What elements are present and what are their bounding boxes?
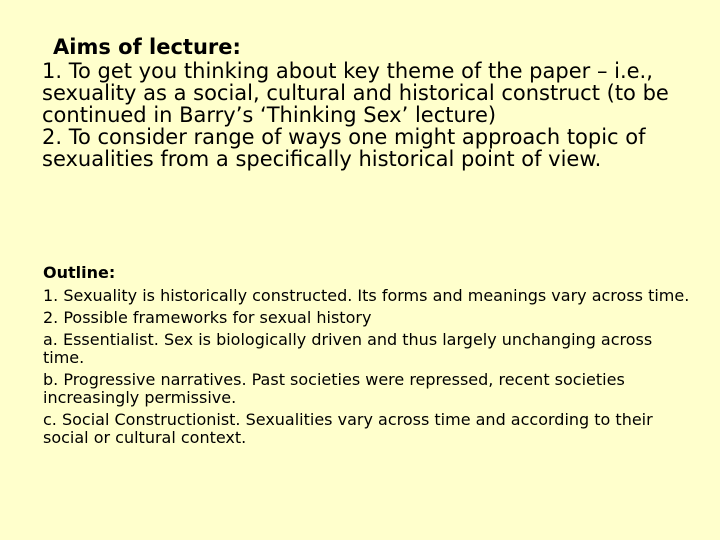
outline-item-b: b. Progressive narratives. Past societies were repressed, recent societies increasingly permissive. <box>43 370 625 407</box>
outline-item-1: 1. Sexuality is historically constructed. Its forms and meanings vary across time. <box>43 286 690 305</box>
outline-item-a: a. Essentialist. Sex is biologically driven and thus largely unchanging across time. <box>43 330 653 367</box>
outline-item-2: 2. Possible frameworks for sexual history <box>43 308 372 327</box>
aims-section <box>42 34 692 170</box>
outline-item-c: c. Social Constructionist. Sexualities vary across time and according to their social or cultural context. <box>43 410 653 447</box>
aims-item-1: 1. To get you thinking about key theme of the paper – i.e., sexuality as a social, cultural and historical construct (to be continued in Barry’s ‘Thinking Sex’ lecture) <box>42 59 669 127</box>
aims-item-2: 2. To consider range of ways one might approach topic of sexualities from a specifically historical point of view. <box>42 125 646 171</box>
aims-heading: Aims of lecture: <box>53 35 241 59</box>
outline-section <box>43 262 693 447</box>
outline-heading: Outline: <box>43 263 116 282</box>
